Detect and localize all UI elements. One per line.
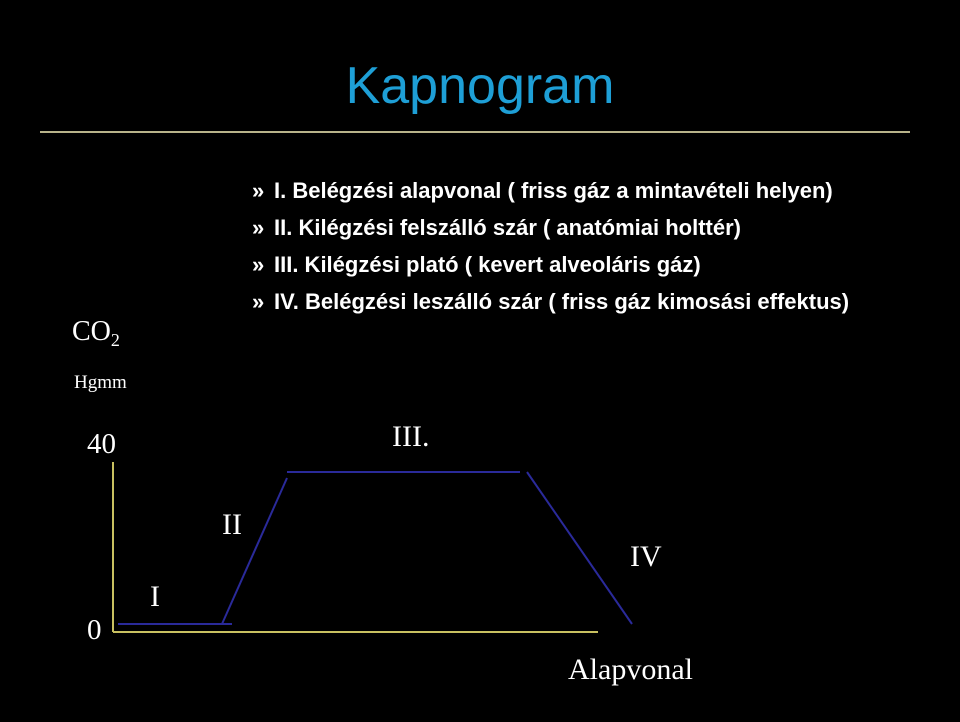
phase-4-segment xyxy=(527,472,632,624)
baseline-label: Alapvonal xyxy=(568,653,693,686)
y-tick-0: 0 xyxy=(87,614,102,646)
phase-label-2: II xyxy=(222,508,242,541)
co-subscript: 2 xyxy=(110,330,120,350)
bullet-marker: » xyxy=(252,178,265,203)
bullet-text: IV. Belégzési leszálló szár ( friss gáz kimosási effektus) xyxy=(274,289,850,314)
bullet-text: III. Kilégzési plató ( kevert alveoláris gáz) xyxy=(274,252,701,277)
phase-label-1: I xyxy=(150,580,160,613)
y-axis-unit: Hgmm xyxy=(74,372,127,393)
slide-title: Kapnogram xyxy=(345,57,615,115)
bullet-text: I. Belégzési alapvonal ( friss gáz a mintavételi helyen) xyxy=(274,178,833,203)
y-tick-40: 40 xyxy=(87,428,116,460)
phase-2-segment xyxy=(222,478,287,624)
bullet-marker: » xyxy=(252,289,265,314)
bullet-marker: » xyxy=(252,252,265,277)
co-label: CO xyxy=(72,316,111,347)
bullet-marker: » xyxy=(252,215,265,240)
phase-label-4: IV xyxy=(630,540,662,573)
phase-label-3: III. xyxy=(392,420,430,453)
bullet-text: II. Kilégzési felszálló szár ( anatómiai holttér) xyxy=(274,215,742,240)
